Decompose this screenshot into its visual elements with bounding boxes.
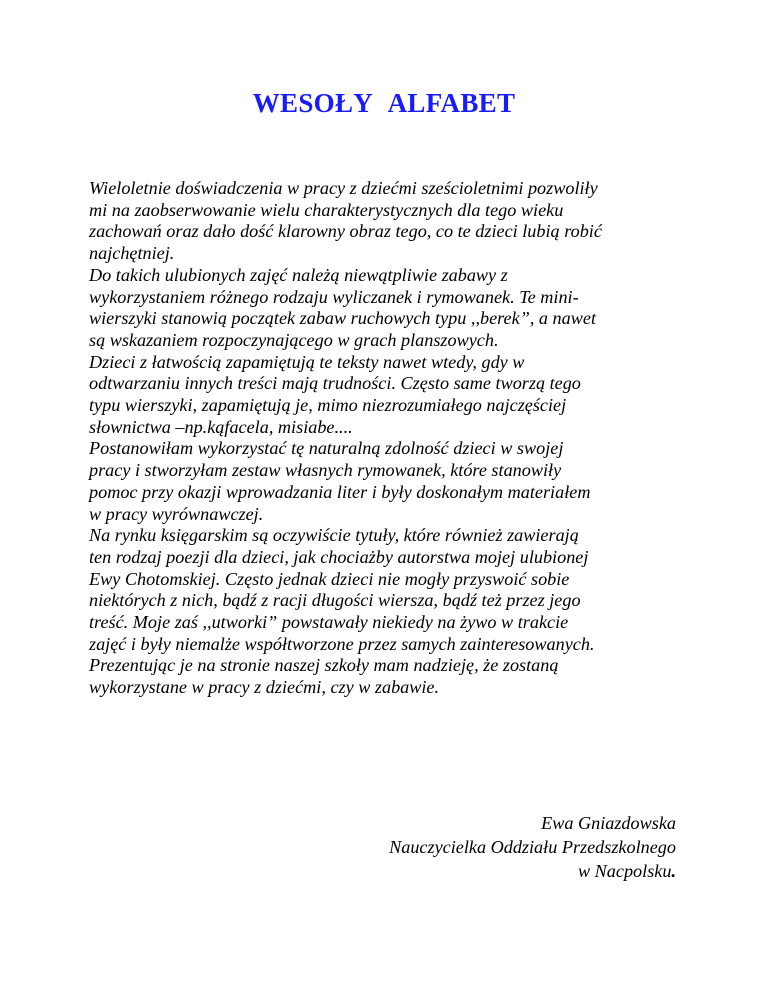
body-line: Dzieci z łatwością zapamiętują te teksty nawet wtedy, gdy w bbox=[89, 351, 525, 372]
body-line: wykorzystane w pracy z dziećmi, czy w zabawie. bbox=[89, 677, 440, 698]
body-line: odtwarzaniu innych treści mają trudności. Często same tworzą tego bbox=[89, 373, 581, 394]
body-line: słownictwa –np.kąfacela, misiabe.... bbox=[89, 416, 353, 437]
author-name: Ewa Gniazdowska bbox=[541, 813, 676, 833]
body-line: pomoc przy okazji wprowadzania liter i były doskonałym materiałem bbox=[89, 481, 591, 502]
body-line: zajęć i były niemalże współtworzone przez samych zainteresowanych. bbox=[89, 633, 595, 654]
body-line: w pracy wyrównawczej. bbox=[89, 503, 264, 524]
author-role: Nauczycielka Oddziału Przedszkolnego bbox=[389, 837, 676, 857]
body-paragraph bbox=[89, 178, 689, 699]
author-place-text: w Nacpolsku bbox=[577, 861, 672, 881]
body-line: mi na zaobserwowanie wielu charakterystycznych dla tego wieku bbox=[89, 199, 564, 220]
author-place-period: . bbox=[671, 861, 676, 881]
body-line: typu wierszyki, zapamiętują je, mimo niezrozumiałego najczęściej bbox=[89, 395, 567, 416]
body-line: pracy i stworzyłam zestaw własnych rymowanek, które stanowiły bbox=[89, 460, 562, 481]
body-line: ten rodzaj poezji dla dzieci, jak chociażby autorstwa mojej ulubionej bbox=[89, 546, 589, 567]
body-line: są wskazaniem rozpoczynającego w grach planszowych. bbox=[89, 329, 499, 350]
body-line: Ewy Chotomskiej. Często jednak dzieci nie mogły przyswoić sobie bbox=[89, 568, 570, 589]
signature-block bbox=[389, 811, 676, 883]
body-line: zachowań oraz dało dość klarowny obraz tego, co te dzieci lubią robić bbox=[89, 221, 602, 242]
body-line: Do takich ulubionych zajęć należą niewątpliwie zabawy z bbox=[89, 264, 508, 285]
body-line: Postanowiłam wykorzystać tę naturalną zdolność dzieci w swojej bbox=[89, 438, 564, 459]
body-line: Na rynku księgarskim są oczywiście tytuły, które również zawierają bbox=[89, 525, 579, 546]
body-line: niektórych z nich, bądź z racji długości wiersza, bądź też przez jego bbox=[89, 590, 581, 611]
body-line: wierszyki stanowią początek zabaw ruchowych typu ,,berek”, a nawet bbox=[89, 308, 596, 329]
body-line: treść. Moje zaś ,,utworki” powstawały niekiedy na żywo w trakcie bbox=[89, 612, 569, 633]
body-line: Prezentując je na stronie naszej szkoły mam nadzieję, że zostaną bbox=[89, 655, 559, 676]
author-place bbox=[389, 859, 676, 883]
body-line: Wieloletnie doświadczenia w pracy z dziećmi sześcioletnimi pozwoliły bbox=[89, 178, 598, 198]
page-title: WESOŁY ALFABET bbox=[252, 88, 516, 118]
body-line: wykorzystaniem różnego rodzaju wyliczanek i rymowanek. Te mini- bbox=[89, 286, 579, 307]
body-line: najchętniej. bbox=[89, 243, 175, 264]
